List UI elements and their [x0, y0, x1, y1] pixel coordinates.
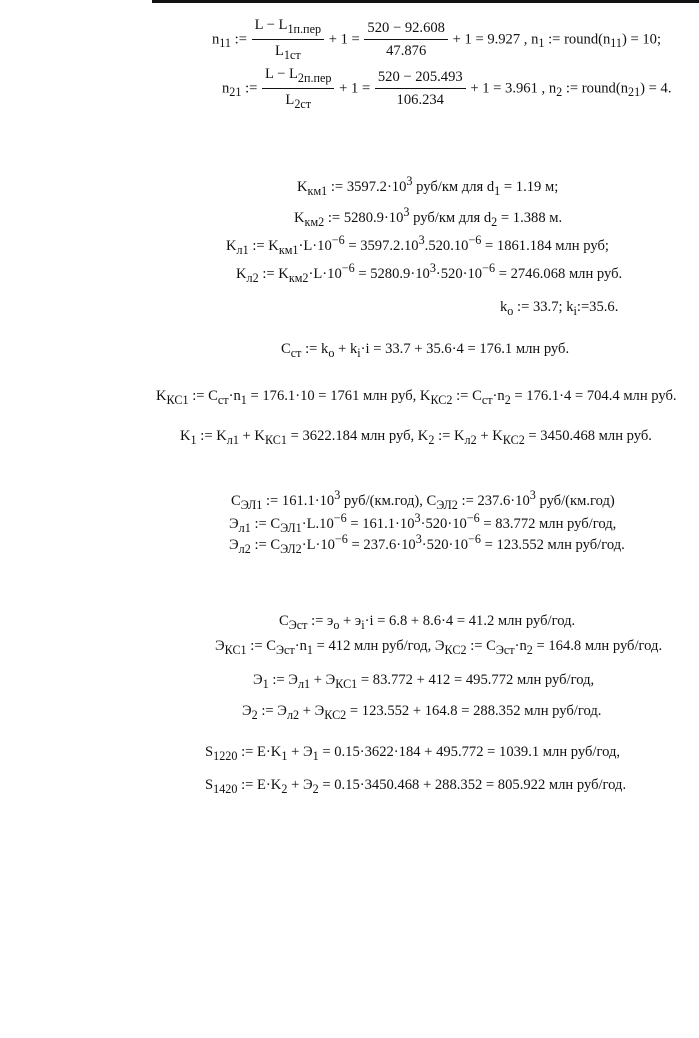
formula-line: $K_1$ := $K_{л1} + K_{КС1} = 3622.184$ млн руб, $K_2$ := $K_{л2} + K_{КС2} = 3450.468$ млн руб.: [180, 428, 652, 447]
fraction-values-2: $\frac{520 - 205.493}{106.234}$: [375, 69, 466, 109]
fraction-length-ratio-2: $\frac{L - L_{2п.пер}}{L_{2ст}}$: [262, 66, 334, 112]
formula-line: $k_o$ := 33.7; $k_i:=35.6$.: [500, 299, 619, 318]
formula-line: $Э_{КС1}$ := $C_{Эст}\cdot n_1 = 412$ млн руб/год, $Э_{КС2}$ := $C_{Эст}\cdot n_2 = 164.8$ млн руб/год.: [215, 638, 663, 657]
formula-line: $C_{ст}$ := $k_o + k_i\cdot i = 33.7 + 35.6\cdot 4 = 176.1$ млн руб.: [281, 341, 570, 360]
formula-line: $K_{л1}$ := $K_{км1}\cdot L\cdot 10^{-6} = 3597.2.10^3.520.10^{-6} = 1861.184$ млн руб;: [226, 233, 609, 257]
formula-line: $C_{ЭЛ1}$ := $161.1\cdot 10^3$ руб/(км.год), $C_{ЭЛ2}$ := $237.6\cdot 10^3$ руб/(км.год): [231, 488, 615, 512]
formula-line: $C_{Эст}$ := $э_о + э_i\cdot i = 6.8 + 8.6\cdot 4 = 41.2$ млн руб/год.: [279, 613, 576, 632]
formula-line: $K_{л2}$ := $K_{км2}\cdot L\cdot 10^{-6} = 5280.9\cdot 10^3\cdot 520\cdot 10^{-6} = 2746.068$ млн руб.: [236, 261, 623, 285]
formula-line: $K_{км1}$ := $3597.2\cdot 10^3$ руб/км для $d_1 = 1.19$ м;: [297, 174, 559, 198]
top-rule: [152, 0, 699, 3]
formula-n11: $n_{11}$ := $\frac{L - L_{1п.пер}}{L_{1ст}}$ + 1 = $\frac{520 - 92.608}{47.876}$ + 1 = 9.927 , $n_1$ := $round(n_{11}) = 10$;: [212, 17, 662, 62]
formula-line: $Э_{л1}$ := $C_{ЭЛ1}\cdot L.10^{-6} = 161.1\cdot 10^3\cdot 520\cdot 10^{-6} = 83.772$ млн руб/год,: [229, 511, 617, 535]
formula-line: $Э_1$ := $Э_{л1} + Э_{КС1} = 83.772 + 412 = 495.772$ млн руб/год,: [253, 672, 595, 691]
formula-n21: $n_{21}$ := $\frac{L - L_{2п.пер}}{L_{2ст}}$ + 1 = $\frac{520 - 205.493}{106.234}$ + 1 = 3.961 , $n_2$ := $round(n_{21}) = 4$.: [222, 66, 672, 111]
formula-line: $K_{км2}$ := $5280.9\cdot 10^3$ руб/км для $d_2 = 1.388$ м.: [294, 205, 563, 229]
formula-line: $K_{КС1}$ := $C_{ст}\cdot n_1 = 176.1\cdot 10 = 1761$ млн руб, $K_{КС2}$ := $C_{ст}\cdot n_2 = 176.1\cdot 4 = 704.4$ млн руб.: [156, 388, 677, 407]
formula-line: $S_{1220}$ := $E\cdot K_1 + Э_1 = 0.15\cdot 3622\cdot 184 + 495.772 = 1039.1$ млн руб/год,: [205, 744, 621, 763]
formula-line: $Э_{л2}$ := $C_{ЭЛ2}\cdot L\cdot 10^{-6} = 237.6\cdot 10^3\cdot 520\cdot 10^{-6} = 123.552$ млн руб/год.: [229, 532, 625, 556]
formula-line: $Э_2$ := $Э_{л2} + Э_{КС2} = 123.552 + 164.8 = 288.352$ млн руб/год.: [242, 703, 602, 722]
fraction-values-1: $\frac{520 - 92.608}{47.876}$: [364, 20, 448, 60]
fraction-length-ratio-1: $\frac{L - L_{1п.пер}}{L_{1ст}}$: [252, 17, 324, 63]
formula-line: $S_{1420}$ := $E\cdot K_2 + Э_2 = 0.15\cdot 3450.468 + 288.352 = 805.922$ млн руб/год.: [205, 777, 627, 796]
